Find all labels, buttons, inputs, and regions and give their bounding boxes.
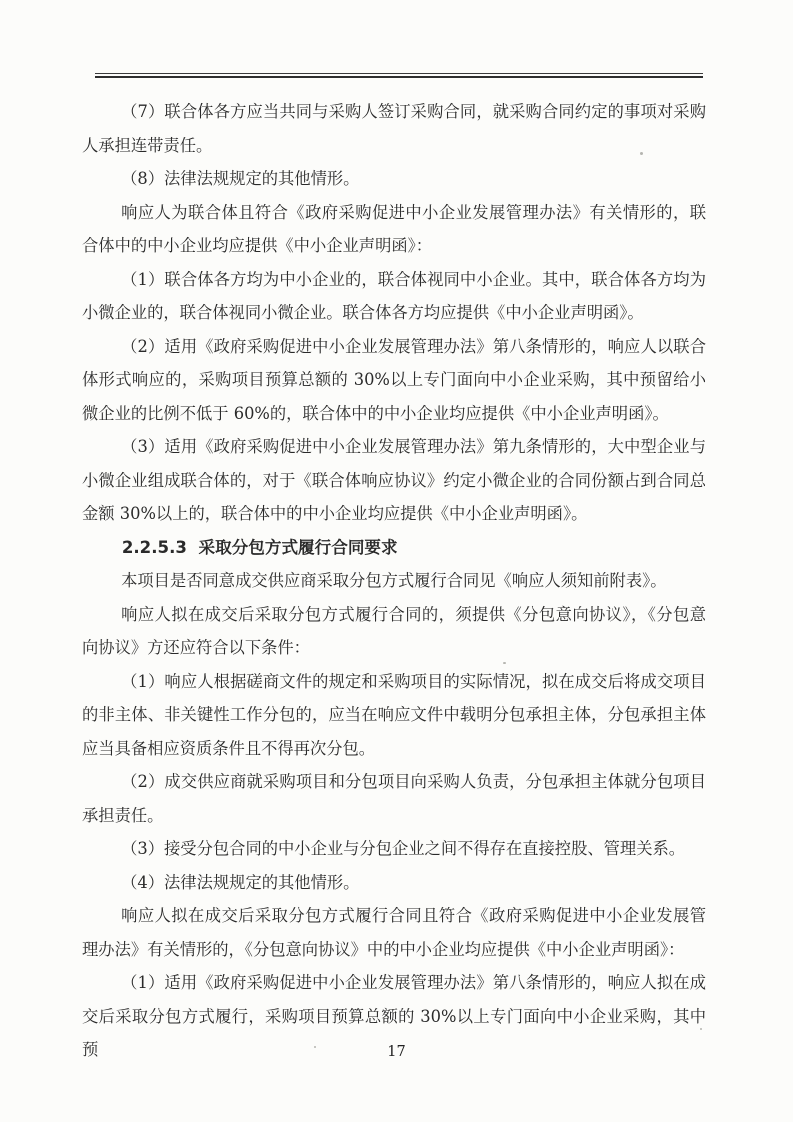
paragraph: （7）联合体各方应当共同与采购人签订采购合同，就采购合同约定的事项对采购人承担连带责任。 — [82, 102, 706, 155]
paragraph: （4）法律法规规定的其他情形。 — [121, 872, 360, 892]
paragraph: （2）适用《政府采购促进中小企业发展管理办法》第八条情形的，响应人以联合体形式响应的，采购项目预算总额的 30%以上专门面向中小企业采购，其中预留给小微企业的比例不低于 60%的，联合体中的中小企业均应提供《中小企业声明函》。 — [82, 336, 706, 423]
paragraph: 本项目是否同意成交供应商采取分包方式履行合同见《响应人须知前附表》。 — [121, 571, 667, 590]
page-number: 17 — [387, 1044, 406, 1060]
paragraph: 响应人拟在成交后采取分包方式履行合同且符合《政府采购促进中小企业发展管理办法》有关情形的，《分包意向协议》中的中小企业均应提供《中小企业声明函》： — [82, 906, 706, 959]
header-double-rule — [95, 73, 703, 78]
paragraph: （8）法律法规规定的其他情形。 — [121, 169, 360, 188]
paragraph: （1）响应人根据磋商文件的规定和采购项目的实际情况，拟在成交后将成交项目的非主体、非关键性工作分包的，应当在响应文件中载明分包承担主体，分包承担主体应当具备相应资质条件且不得再次分包。 — [82, 671, 706, 758]
paragraph: （1）联合体各方均为中小企业的，联合体视同中小企业。其中，联合体各方均为小微企业的，联合体视同小微企业。联合体各方均应提供《中小企业声明函》。 — [82, 269, 706, 322]
scan-speck — [700, 1028, 702, 1030]
document-body — [82, 95, 706, 1067]
scan-speck — [314, 1046, 316, 1048]
scan-speck — [503, 662, 506, 664]
paragraph: 响应人为联合体且符合《政府采购促进中小企业发展管理办法》有关情形的，联合体中的中小企业均应提供《中小企业声明函》： — [82, 202, 706, 255]
paragraph: 响应人拟在成交后采取分包方式履行合同的，须提供《分包意向协议》，《分包意向协议》方还应符合以下条件： — [82, 604, 706, 657]
paragraph: （3）适用《政府采购促进中小企业发展管理办法》第九条情形的，大中型企业与小微企业组成联合体的，对于《联合体响应协议》约定小微企业的合同份额占到合同总金额 30%以上的，联合体中的中小企业均应提供《中小企业声明函》。 — [82, 437, 706, 523]
paragraph: （2）成交供应商就采购项目和分包项目向采购人负责，分包承担主体就分包项目承担责任。 — [82, 772, 706, 825]
paragraph: （1）适用《政府采购促进中小企业发展管理办法》第八条情形的，响应人拟在成交后采取分包方式履行，采购项目预算总额的 30%以上专门面向中小企业采购，其中预 — [82, 973, 706, 1059]
paragraph: （3）接受分包合同的中小企业与分包企业之间不得存在直接控股、管理关系。 — [121, 839, 686, 858]
scan-speck — [640, 152, 643, 155]
section-heading: 2.2.5.3 采取分包方式履行合同要求 — [121, 537, 398, 557]
